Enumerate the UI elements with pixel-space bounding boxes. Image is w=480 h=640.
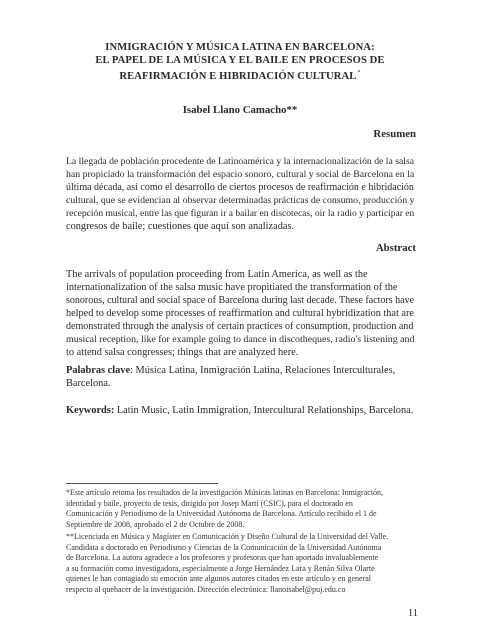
footnote-2 bbox=[66, 532, 420, 596]
footnote-line: respecto al quehacer de la investigación. Dirección electrónica: llanoisabel@puj.edu.co bbox=[66, 584, 346, 594]
footnote-1 bbox=[66, 488, 420, 530]
title-line-1: INMIGRACIÓN Y MÚSICA LATINA EN BARCELONA: bbox=[105, 42, 375, 53]
resumen-line: han propiciado la transformación del espacio sonoro, cultural y social de Barcelona en la bbox=[66, 169, 415, 180]
footnote-line: de Barcelona. La autora agradece a los profesores y profesoras que han aportado invaluablemente bbox=[66, 553, 379, 563]
palabras-clave bbox=[66, 364, 418, 390]
title-line-2: EL PAPEL DE LA MÚSICA Y EL BAILE EN PROCESOS DE bbox=[95, 55, 385, 66]
article-title bbox=[60, 41, 420, 83]
resumen-heading: Resumen bbox=[373, 128, 416, 140]
footnote-line: **Licenciada en Música y Magíster en Comunicación y Diseño Cultural de la Universidad del Valle. bbox=[66, 532, 389, 541]
abstract-paragraph bbox=[66, 268, 416, 359]
palabras-clave-line-2: Barcelona. bbox=[66, 378, 111, 389]
abstract-line: musical reception, like for example going to dance in discotheques, radio's listening and bbox=[66, 334, 415, 345]
resumen-paragraph bbox=[66, 155, 416, 233]
abstract-line: sonorous, cultural and social space of Barcelona during last decade. These factors have bbox=[66, 295, 415, 306]
abstract-line: demonstrated through the analysis of certain practices of consumption, production and bbox=[66, 321, 414, 332]
abstract-line: helped to develop some processes of reaffirmation and cultural hybridization that are bbox=[66, 308, 414, 319]
footnote-separator bbox=[66, 483, 218, 484]
keywords-label: Keywords: bbox=[66, 405, 115, 416]
footnote-line: *Este artículo retoma los resultados de la investigación Músicas latinas en Barcelona: Inmigración, bbox=[66, 488, 384, 497]
resumen-line: cultural, que se evidencian al observar determinadas prácticas de consumo, producción y bbox=[66, 195, 415, 206]
abstract-line: to attend salsa congresses; things that are analyzed here. bbox=[66, 347, 299, 358]
title-footnote-mark: * bbox=[357, 70, 361, 76]
resumen-line: La llegada de población procedente de Latinoamérica y la internacionalización de la salsa bbox=[66, 156, 415, 167]
keywords-values: Latin Music, Latin Immigration, Intercultural Relationships, Barcelona. bbox=[114, 405, 414, 416]
resumen-line: última década, así como el desarrollo de ciertos procesos de reafirmación e hibridación bbox=[66, 182, 414, 193]
author-name: Isabel Llano Camacho** bbox=[182, 104, 298, 116]
palabras-clave-values: : Música Latina, Inmigración Latina, Relaciones Interculturales, bbox=[130, 365, 396, 376]
footnote-line: identidad y baile, proyecto de tesis, dirigido por Josep Martí (CSIC), para el doctorado en bbox=[66, 498, 353, 508]
abstract-heading: Abstract bbox=[375, 242, 416, 254]
footnote-line: a su formación como investigadora, especialmente a Jorge Hernández Lara y Renán Silva Olarte bbox=[66, 563, 375, 573]
footnote-line: Septiembre de 2008, aprobado el 2 de Octubre de 2008. bbox=[66, 519, 245, 529]
palabras-clave-label: Palabras clave bbox=[66, 365, 131, 376]
title-line-3-text: REAFIRMACIÓN E HIBRIDACIÓN CULTURAL bbox=[119, 71, 357, 82]
title-line-3 bbox=[60, 67, 420, 83]
page-number: 11 bbox=[407, 608, 418, 619]
footnote-line: Candidata a doctorado en Periodismo y Ciencias de la Comunicación de la Universidad Autónoma bbox=[66, 542, 382, 552]
palabras-clave-line-1 bbox=[66, 364, 418, 377]
abstract-line: internationalization of the salsa music have propitiated the transformation of the bbox=[66, 282, 398, 293]
keywords-line bbox=[66, 404, 418, 417]
abstract-line: The arrivals of population proceeding from Latin America, as well as the bbox=[66, 269, 368, 280]
keywords bbox=[66, 404, 418, 417]
resumen-line: recepción musical, entre las que figuran ir a bailar en discotecas, oír la radio y participar en bbox=[66, 208, 415, 219]
footnote-line: Comunicación y Periodismo de la Universidad Autónoma de Barcelona. Artículo recibido el 1 de bbox=[66, 509, 377, 519]
resumen-line: congresos de baile; cuestiones que aquí son analizadas. bbox=[66, 221, 295, 232]
footnote-line: quienes le han contagiado su emoción ante algunos autores citados en este artículo y en general bbox=[66, 574, 372, 584]
